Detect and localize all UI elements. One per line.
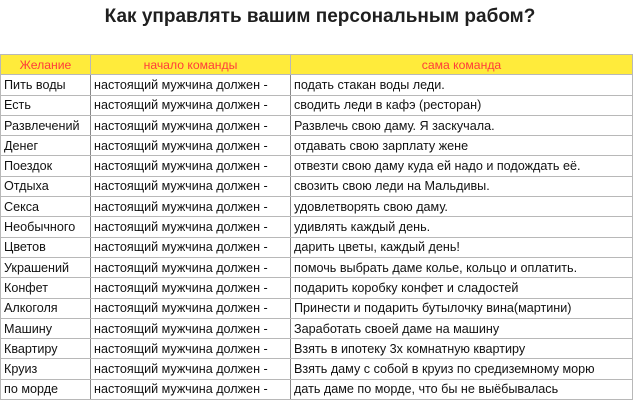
command-cell: помочь выбрать даме колье, кольцо и оплатить. — [291, 257, 633, 277]
table-row — [1, 359, 633, 379]
desire-cell: Необычного — [1, 217, 91, 237]
table-row — [1, 278, 633, 298]
command-cell: удивлять каждый день. — [291, 217, 633, 237]
command-cell: удовлетворять свою даму. — [291, 197, 633, 217]
command-start-cell: настоящий мужчина должен - — [91, 75, 291, 95]
command-cell: Взять даму с собой в круиз по средиземному морю — [291, 359, 633, 379]
header-command: сама команда — [291, 55, 633, 75]
command-start-cell: настоящий мужчина должен - — [91, 237, 291, 257]
desire-cell: Алкоголя — [1, 298, 91, 318]
command-start-cell: настоящий мужчина должен - — [91, 318, 291, 338]
table-row — [1, 217, 633, 237]
table-row — [1, 318, 633, 338]
desire-cell: Секса — [1, 197, 91, 217]
command-start-cell: настоящий мужчина должен - — [91, 115, 291, 135]
desire-cell: Поездок — [1, 156, 91, 176]
table-row — [1, 197, 633, 217]
command-start-cell: настоящий мужчина должен - — [91, 156, 291, 176]
command-cell: дать даме по морде, что бы не выёбывалась — [291, 379, 633, 399]
table-row — [1, 298, 633, 318]
command-cell: Заработать своей даме на машину — [291, 318, 633, 338]
command-start-cell: настоящий мужчина должен - — [91, 217, 291, 237]
table-row — [1, 75, 633, 95]
header-command-start: начало команды — [91, 55, 291, 75]
command-cell: Развлечь свою даму. Я заскучала. — [291, 115, 633, 135]
desire-cell: Отдыха — [1, 176, 91, 196]
command-cell: отвезти свою даму куда ей надо и подождать её. — [291, 156, 633, 176]
header-row — [1, 55, 633, 75]
command-start-cell: настоящий мужчина должен - — [91, 197, 291, 217]
table-row — [1, 339, 633, 359]
desire-cell: Машину — [1, 318, 91, 338]
desire-cell: Квартиру — [1, 339, 91, 359]
command-cell: дарить цветы, каждый день! — [291, 237, 633, 257]
command-cell: сводить леди в кафэ (ресторан) — [291, 95, 633, 115]
command-start-cell: настоящий мужчина должен - — [91, 136, 291, 156]
desire-cell: Конфет — [1, 278, 91, 298]
command-start-cell: настоящий мужчина должен - — [91, 95, 291, 115]
table-row — [1, 115, 633, 135]
command-cell: свозить свою леди на Мальдивы. — [291, 176, 633, 196]
table-row — [1, 257, 633, 277]
command-start-cell: настоящий мужчина должен - — [91, 298, 291, 318]
command-start-cell: настоящий мужчина должен - — [91, 278, 291, 298]
command-start-cell: настоящий мужчина должен - — [91, 257, 291, 277]
desire-cell: по морде — [1, 379, 91, 399]
table-row — [1, 156, 633, 176]
commands-table — [0, 54, 633, 400]
command-cell: подарить коробку конфет и сладостей — [291, 278, 633, 298]
table-row — [1, 176, 633, 196]
command-cell: Взять в ипотеку 3х комнатную квартиру — [291, 339, 633, 359]
table-row — [1, 95, 633, 115]
command-start-cell: настоящий мужчина должен - — [91, 339, 291, 359]
desire-cell: Денег — [1, 136, 91, 156]
command-cell: подать стакан воды леди. — [291, 75, 633, 95]
desire-cell: Развлечений — [1, 115, 91, 135]
command-start-cell: настоящий мужчина должен - — [91, 379, 291, 399]
table-row — [1, 379, 633, 399]
desire-cell: Пить воды — [1, 75, 91, 95]
table-row — [1, 237, 633, 257]
command-start-cell: настоящий мужчина должен - — [91, 359, 291, 379]
desire-cell: Есть — [1, 95, 91, 115]
command-cell: Принести и подарить бутылочку вина(мартини) — [291, 298, 633, 318]
desire-cell: Круиз — [1, 359, 91, 379]
command-cell: отдавать свою зарплату жене — [291, 136, 633, 156]
desire-cell: Украшений — [1, 257, 91, 277]
page-title: Как управлять вашим персональным рабом? — [104, 6, 536, 27]
desire-cell: Цветов — [1, 237, 91, 257]
header-desire: Желание — [1, 55, 91, 75]
table-row — [1, 136, 633, 156]
command-start-cell: настоящий мужчина должен - — [91, 176, 291, 196]
